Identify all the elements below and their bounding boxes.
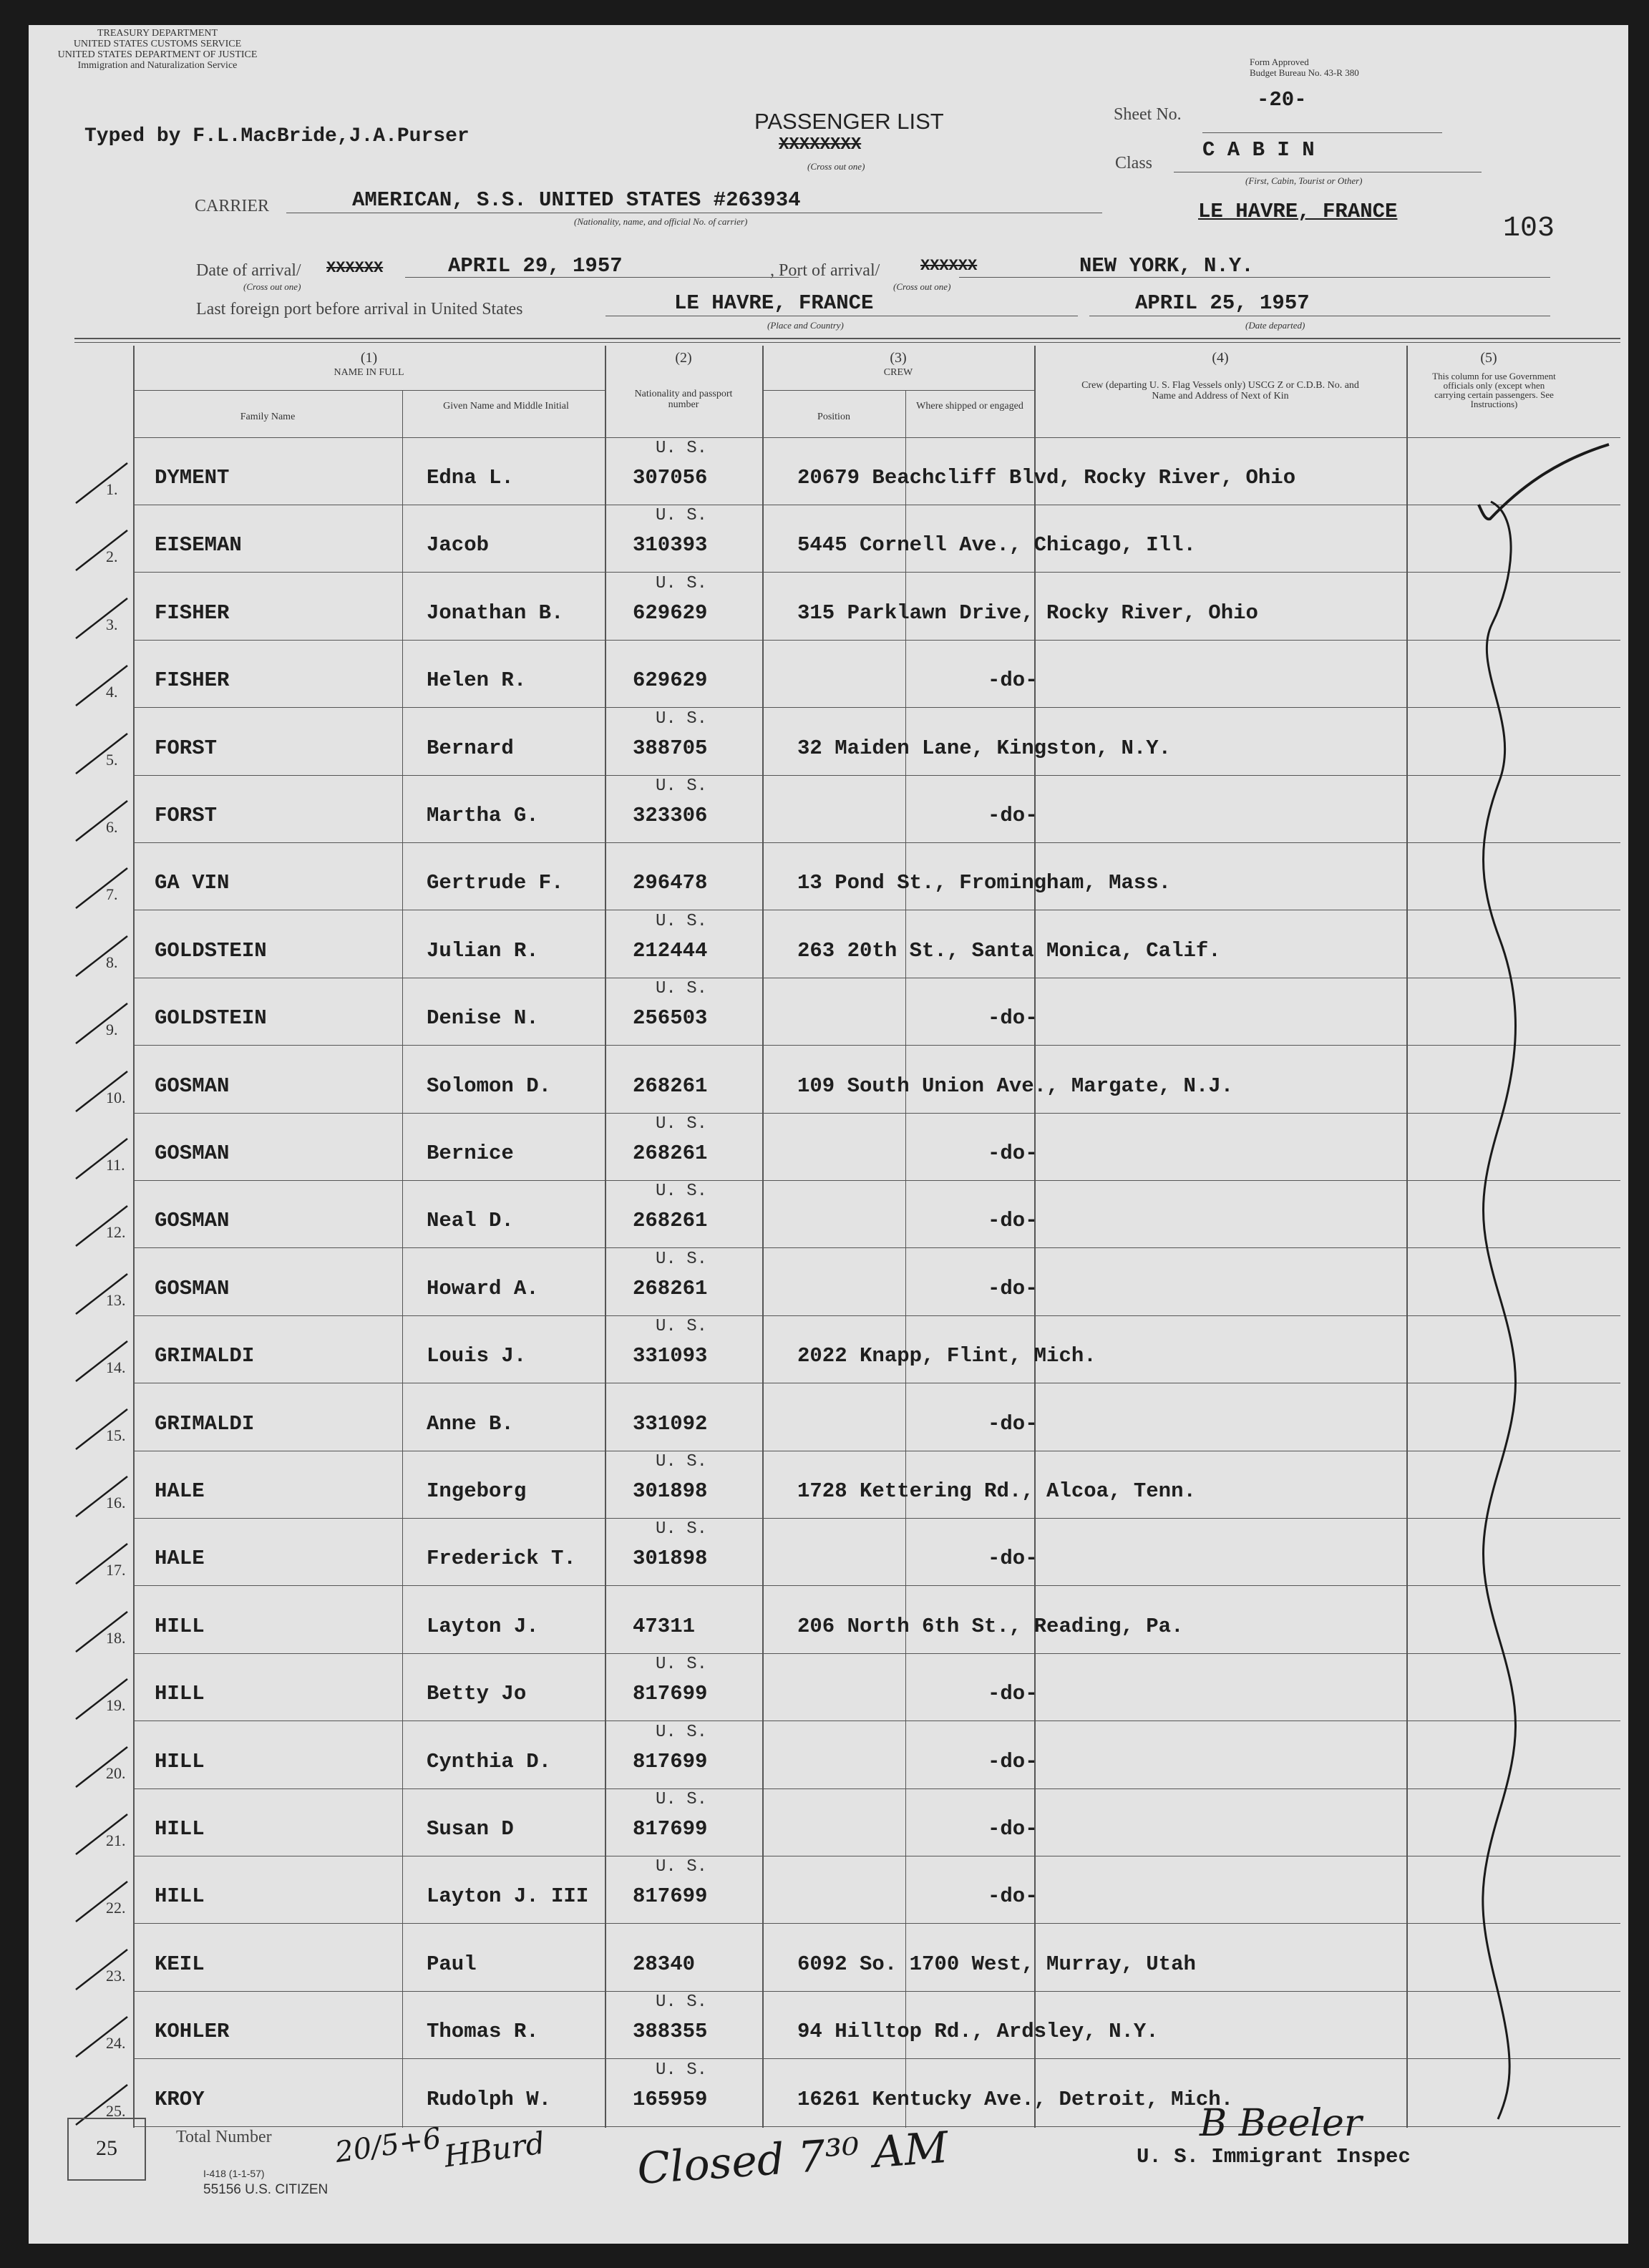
passport-number: 296478 (633, 871, 708, 895)
print-code: 55156 U.S. CITIZEN (203, 2182, 329, 2197)
row-number: 24. (106, 2034, 126, 2053)
row-number: 6. (106, 818, 118, 836)
date-arrival-rule (405, 277, 799, 278)
family-name: HILL (155, 1614, 205, 1638)
address: -do- (988, 1209, 1038, 1233)
given-name: Denise N. (427, 1006, 539, 1031)
col4-title: Crew (departing U. S. Flag Vessels only) USCG Z or C.D.B. No. and Name and Address of Next of Kin (1081, 380, 1359, 401)
row-number: 22. (106, 1899, 126, 1917)
row-number: 8. (106, 953, 118, 971)
port-arrival-rule (959, 277, 1550, 278)
form-number: I-418 (1-1-57) (203, 2168, 265, 2179)
row-number: 9. (106, 1021, 118, 1039)
passport-number: 301898 (633, 1479, 708, 1503)
passport-number: 212444 (633, 938, 708, 963)
col1-title: NAME IN FULL (334, 367, 404, 378)
address: 1728 Kettering Rd., Alcoa, Tenn. (797, 1479, 1196, 1503)
passport-number: 388705 (633, 736, 708, 760)
passport-number: 629629 (633, 600, 708, 625)
passenger-row (29, 1519, 1628, 1587)
family-name: GOSMAN (155, 1276, 230, 1300)
passport-number: 28340 (633, 1952, 696, 1976)
address: -do- (988, 668, 1038, 693)
passenger-row (29, 979, 1628, 1046)
table-top-rule (74, 338, 1620, 339)
family-name: GOSMAN (155, 1074, 230, 1098)
passport-number: 256503 (633, 1006, 708, 1031)
family-name: KEIL (155, 1952, 205, 1976)
tick-mark (73, 1405, 130, 1455)
passport-number: 817699 (633, 1817, 708, 1841)
form-title: PASSENGER LIST (754, 109, 944, 134)
tick-mark (73, 1337, 130, 1387)
passenger-row (29, 1182, 1628, 1249)
given-name: Layton J. (427, 1614, 539, 1638)
row-number: 2. (106, 547, 118, 566)
address: 94 Hilltop Rd., Ardsley, N.Y. (797, 2020, 1159, 2044)
nationality: U. S. (656, 1519, 708, 1539)
family-name: FISHER (155, 600, 230, 625)
row-number: 19. (106, 1696, 126, 1715)
passport-number: 817699 (633, 1682, 708, 1706)
passport-number: 331093 (633, 1344, 708, 1368)
row-number: 23. (106, 1966, 126, 1985)
budget-bureau: Budget Bureau No. 43-R 380 (1250, 67, 1359, 78)
given-name: Bernard (427, 736, 514, 760)
total-value: 25 (96, 2136, 117, 2160)
row-rule (133, 1788, 1620, 1789)
address: -do- (988, 1682, 1038, 1706)
tick-mark (73, 1202, 130, 1252)
row-number: 12. (106, 1223, 126, 1242)
given-name: Anne B. (427, 1411, 514, 1436)
row-rule (133, 1045, 1620, 1046)
date-departed-value: APRIL 25, 1957 (1135, 291, 1310, 315)
date-arrival-note: (Cross out one) (243, 281, 301, 292)
address: -do- (988, 1749, 1038, 1773)
passenger-row (29, 574, 1628, 641)
nationality: U. S. (656, 1857, 708, 1877)
port-arrival-cross: XXXXXX (920, 257, 978, 275)
typed-by: Typed by F.L.MacBride,J.A.Purser (84, 125, 470, 147)
family-name: GRIMALDI (155, 1344, 255, 1368)
passenger-row (29, 439, 1628, 506)
handwritten-closed: Closed 7³⁰ AM (636, 2122, 950, 2195)
crossed-word: XXXXXXXX (779, 135, 862, 155)
given-name: Layton J. III (427, 1884, 589, 1909)
col3-shipped-header: Where shipped or engaged (916, 401, 1023, 412)
row-rule (133, 1991, 1620, 1992)
address: -do- (988, 1276, 1038, 1300)
row-number: 16. (106, 1494, 126, 1512)
passport-number: 307056 (633, 466, 708, 490)
sheet-number: -20- (1257, 88, 1307, 112)
passenger-row (29, 2060, 1628, 2128)
col5-number: (5) (1480, 350, 1497, 366)
address: 315 Parklawn Drive, Rocky River, Ohio (797, 600, 1258, 625)
row-number: 14. (106, 1358, 126, 1377)
col1-family-header: Family Name (240, 412, 296, 422)
agency-line: TREASURY DEPARTMENT (97, 28, 218, 39)
address: 13 Pond St., Fromingham, Mass. (797, 871, 1172, 895)
passenger-row (29, 1857, 1628, 1924)
passport-number: 268261 (633, 1276, 708, 1300)
family-name: GA VIN (155, 871, 230, 895)
row-rule (133, 1113, 1620, 1114)
row-rule (133, 707, 1620, 708)
port-arrival-value: NEW YORK, N.Y. (1079, 254, 1254, 278)
passenger-row (29, 1250, 1628, 1317)
row-number: 10. (106, 1088, 126, 1106)
table-top-rule-2 (74, 342, 1620, 343)
tick-mark (73, 1810, 130, 1860)
family-name: GRIMALDI (155, 1411, 255, 1436)
tick-mark (73, 2013, 130, 2063)
address: 32 Maiden Lane, Kingston, N.Y. (797, 736, 1172, 760)
nationality: U. S. (656, 1790, 708, 1809)
carrier-note: (Nationality, name, and official No. of carrier) (574, 216, 748, 227)
passenger-row (29, 777, 1628, 844)
tick-mark (73, 1607, 130, 1658)
row-number: 5. (106, 750, 118, 769)
family-name: HILL (155, 1817, 205, 1841)
family-name: GOSMAN (155, 1142, 230, 1165)
passport-number: 47311 (633, 1614, 696, 1638)
tick-mark (73, 999, 130, 1049)
page-stamp: 103 (1503, 213, 1555, 245)
passenger-row (29, 506, 1628, 573)
tick-mark (73, 1675, 130, 1725)
passport-number: 331092 (633, 1411, 708, 1436)
class-note: (First, Cabin, Tourist or Other) (1245, 175, 1363, 186)
col3-sub-rule (762, 390, 1034, 391)
col2-number: (2) (675, 350, 692, 366)
sheet-label: Sheet No. (1114, 105, 1182, 124)
wavy-line-mark (1406, 437, 1621, 2128)
passenger-row (29, 1587, 1628, 1655)
passenger-row (29, 1992, 1628, 2060)
given-name: Jonathan B. (427, 600, 564, 625)
nationality: U. S. (656, 1722, 708, 1742)
tick-mark (73, 661, 130, 711)
row-number: 13. (106, 1290, 126, 1309)
given-name: Frederick T. (427, 1547, 576, 1571)
col3-position-header: Position (817, 412, 850, 422)
family-name: EISEMAN (155, 533, 242, 558)
nationality: U. S. (656, 777, 708, 796)
given-name: Louis J. (427, 1344, 527, 1368)
tick-mark (73, 864, 130, 914)
passenger-row (29, 641, 1628, 709)
col5-title: This column for use Government officials only (except when carrying certain passengers. See Instructions) (1432, 371, 1556, 409)
passport-number: 629629 (633, 668, 708, 693)
tick-mark (73, 1472, 130, 1522)
tick-mark (73, 1134, 130, 1184)
given-name: Betty Jo (427, 1682, 527, 1706)
passenger-row (29, 709, 1628, 777)
family-name: HILL (155, 1749, 205, 1773)
agency-line: UNITED STATES DEPARTMENT OF JUSTICE (57, 49, 258, 60)
nationality: U. S. (656, 506, 708, 526)
nationality: U. S. (656, 1317, 708, 1337)
tick-mark (73, 1539, 130, 1590)
family-name: FORST (155, 736, 218, 760)
passenger-row (29, 1047, 1628, 1114)
tick-mark (73, 526, 130, 576)
row-rule (133, 572, 1620, 573)
tick-mark (73, 797, 130, 847)
col1-number: (1) (360, 350, 378, 366)
passenger-list-form (29, 25, 1628, 2244)
row-number: 25. (106, 2101, 126, 2120)
passport-number: 268261 (633, 1142, 708, 1165)
family-name: GOLDSTEIN (155, 1006, 267, 1031)
date-departed-note: (Date departed) (1245, 320, 1305, 331)
row-rule (133, 1518, 1620, 1519)
passport-number: 301898 (633, 1547, 708, 1571)
header-bottom-rule (133, 437, 1620, 438)
inspector-title: U. S. Immigrant Inspec (1137, 2145, 1411, 2169)
passenger-row (29, 1452, 1628, 1519)
tick-mark (73, 1877, 130, 1927)
passport-number: 323306 (633, 804, 708, 827)
passport-number: 165959 (633, 2087, 708, 2111)
departure-port: LE HAVRE, FRANCE (1198, 200, 1398, 223)
agency-line: Immigration and Naturalization Service (77, 60, 238, 71)
carrier-value: AMERICAN, S.S. UNITED STATES #263934 (352, 188, 801, 212)
class-value: C A B I N (1202, 138, 1315, 162)
col3-number: (3) (890, 350, 907, 366)
passenger-row (29, 1790, 1628, 1857)
nationality: U. S. (656, 1992, 708, 2013)
handwritten-initials: HBurd (442, 2125, 548, 2174)
date-arrival-value: APRIL 29, 1957 (448, 254, 623, 278)
cross-out-note: (Cross out one) (807, 161, 865, 172)
passenger-row (29, 1114, 1628, 1182)
given-name: Jacob (427, 533, 490, 558)
address: 263 20th St., Santa Monica, Calif. (797, 938, 1221, 963)
address: 16261 Kentucky Ave., Detroit, Mich. (797, 2087, 1234, 2111)
tick-mark (73, 459, 130, 509)
tick-mark (73, 729, 130, 779)
carrier-label: CARRIER (195, 197, 270, 215)
nationality: U. S. (656, 1114, 708, 1134)
family-name: GOLDSTEIN (155, 938, 267, 963)
row-number: 17. (106, 1561, 126, 1580)
address: -do- (988, 1006, 1038, 1031)
given-name: Ingeborg (427, 1479, 527, 1503)
row-rule (133, 775, 1620, 776)
address: -do- (988, 804, 1038, 827)
family-name: GOSMAN (155, 1209, 230, 1233)
given-name: Gertrude F. (427, 871, 564, 895)
total-label: Total Number (176, 2128, 272, 2146)
given-name: Susan D (427, 1817, 514, 1841)
last-port-note: (Place and Country) (767, 320, 844, 331)
address: 2022 Knapp, Flint, Mich. (797, 1344, 1096, 1368)
passport-number: 817699 (633, 1884, 708, 1909)
row-rule (133, 1653, 1620, 1654)
tick-mark (73, 594, 130, 644)
passenger-row (29, 1317, 1628, 1384)
nationality: U. S. (656, 2060, 708, 2080)
passport-number: 310393 (633, 533, 708, 558)
nationality: U. S. (656, 911, 708, 931)
passport-number: 817699 (633, 1749, 708, 1773)
row-number: 4. (106, 683, 118, 701)
row-rule (133, 1180, 1620, 1181)
address: 20679 Beachcliff Blvd, Rocky River, Ohio (797, 466, 1296, 490)
given-name: Neal D. (427, 1209, 514, 1233)
check-mark (1474, 440, 1618, 526)
tick-mark (73, 1743, 130, 1793)
given-name: Helen R. (427, 668, 527, 693)
passenger-row (29, 1385, 1628, 1452)
row-number: 3. (106, 615, 118, 633)
handwritten-count: 20/5+6 (333, 2121, 444, 2170)
nationality: U. S. (656, 1452, 708, 1471)
given-name: Julian R. (427, 938, 539, 963)
address: 206 North 6th St., Reading, Pa. (797, 1614, 1184, 1638)
address: -do- (988, 1884, 1038, 1909)
agency-block (29, 28, 286, 71)
address: 5445 Cornell Ave., Chicago, Ill. (797, 533, 1196, 558)
row-rule (133, 1247, 1620, 1248)
col2-title: Nationality and passport number (634, 389, 733, 410)
passenger-row (29, 844, 1628, 911)
family-name: DYMENT (155, 466, 230, 490)
form-approved: Form Approved (1250, 57, 1309, 67)
given-name: Bernice (427, 1142, 514, 1165)
nationality: U. S. (656, 439, 708, 458)
sheet-rule (1202, 132, 1442, 133)
given-name: Thomas R. (427, 2020, 539, 2044)
nationality: U. S. (656, 1182, 708, 1202)
passenger-row (29, 912, 1628, 979)
given-name: Howard A. (427, 1276, 539, 1300)
port-arrival-note: (Cross out one) (893, 281, 951, 292)
last-port-label: Last foreign port before arrival in United States (196, 300, 523, 318)
tick-mark (73, 1270, 130, 1320)
address: -do- (988, 1142, 1038, 1165)
address: 109 South Union Ave., Margate, N.J. (797, 1074, 1234, 1098)
col1-given-header: Given Name and Middle Initial (443, 401, 569, 412)
passenger-row (29, 1655, 1628, 1722)
tick-mark (73, 1067, 130, 1117)
family-name: KOHLER (155, 2020, 230, 2044)
given-name: Edna L. (427, 466, 514, 490)
nationality: U. S. (656, 1249, 708, 1269)
passenger-row (29, 1723, 1628, 1790)
address: -do- (988, 1817, 1038, 1841)
row-number: 20. (106, 1763, 126, 1782)
row-number: 21. (106, 1831, 126, 1849)
passport-number: 268261 (633, 1209, 708, 1233)
given-name: Cynthia D. (427, 1749, 552, 1773)
port-arrival-label: , Port of arrival/ (770, 261, 880, 280)
last-port-value: LE HAVRE, FRANCE (674, 291, 874, 315)
family-name: HALE (155, 1547, 205, 1571)
row-rule (133, 2126, 1620, 2127)
row-number: 18. (106, 1628, 126, 1647)
given-name: Paul (427, 1952, 477, 1976)
col4-number: (4) (1212, 350, 1229, 366)
given-name: Martha G. (427, 804, 539, 827)
col3-title: CREW (883, 367, 913, 378)
row-rule (133, 1923, 1620, 1924)
family-name: HALE (155, 1479, 205, 1503)
given-name: Solomon D. (427, 1074, 552, 1098)
date-arrival-label: Date of arrival/ (196, 261, 301, 280)
nationality: U. S. (656, 1655, 708, 1675)
nationality: U. S. (656, 979, 708, 999)
passenger-row (29, 1925, 1628, 1992)
address: -do- (988, 1547, 1038, 1571)
row-number: 7. (106, 885, 118, 904)
agency-line: UNITED STATES CUSTOMS SERVICE (73, 39, 242, 49)
family-name: HILL (155, 1682, 205, 1706)
row-rule (133, 640, 1620, 641)
row-number: 11. (106, 1156, 125, 1174)
row-rule (133, 1585, 1620, 1586)
nationality: U. S. (656, 709, 708, 729)
date-arrival-cross: XXXXXX (326, 259, 384, 277)
inspector-signature: B Beeler (1200, 2102, 1362, 2145)
family-name: FORST (155, 804, 218, 827)
given-name: Rudolph W. (427, 2087, 552, 2111)
nationality: U. S. (656, 573, 708, 593)
passport-number: 388355 (633, 2020, 708, 2044)
total-box (67, 2118, 146, 2181)
family-name: HILL (155, 1884, 205, 1909)
address: 6092 So. 1700 West, Murray, Utah (797, 1952, 1196, 1976)
class-label: Class (1115, 154, 1153, 172)
address: -do- (988, 1411, 1038, 1436)
tick-mark (73, 1945, 130, 1995)
col1-sub-rule (133, 390, 605, 391)
row-rule (133, 842, 1620, 843)
passport-number: 268261 (633, 1074, 708, 1098)
row-rule (133, 2058, 1620, 2059)
row-rule (133, 1315, 1620, 1316)
family-name: KROY (155, 2087, 205, 2111)
tick-mark (73, 932, 130, 982)
row-number: 15. (106, 1426, 126, 1444)
family-name: FISHER (155, 668, 230, 693)
row-number: 1. (106, 480, 118, 498)
